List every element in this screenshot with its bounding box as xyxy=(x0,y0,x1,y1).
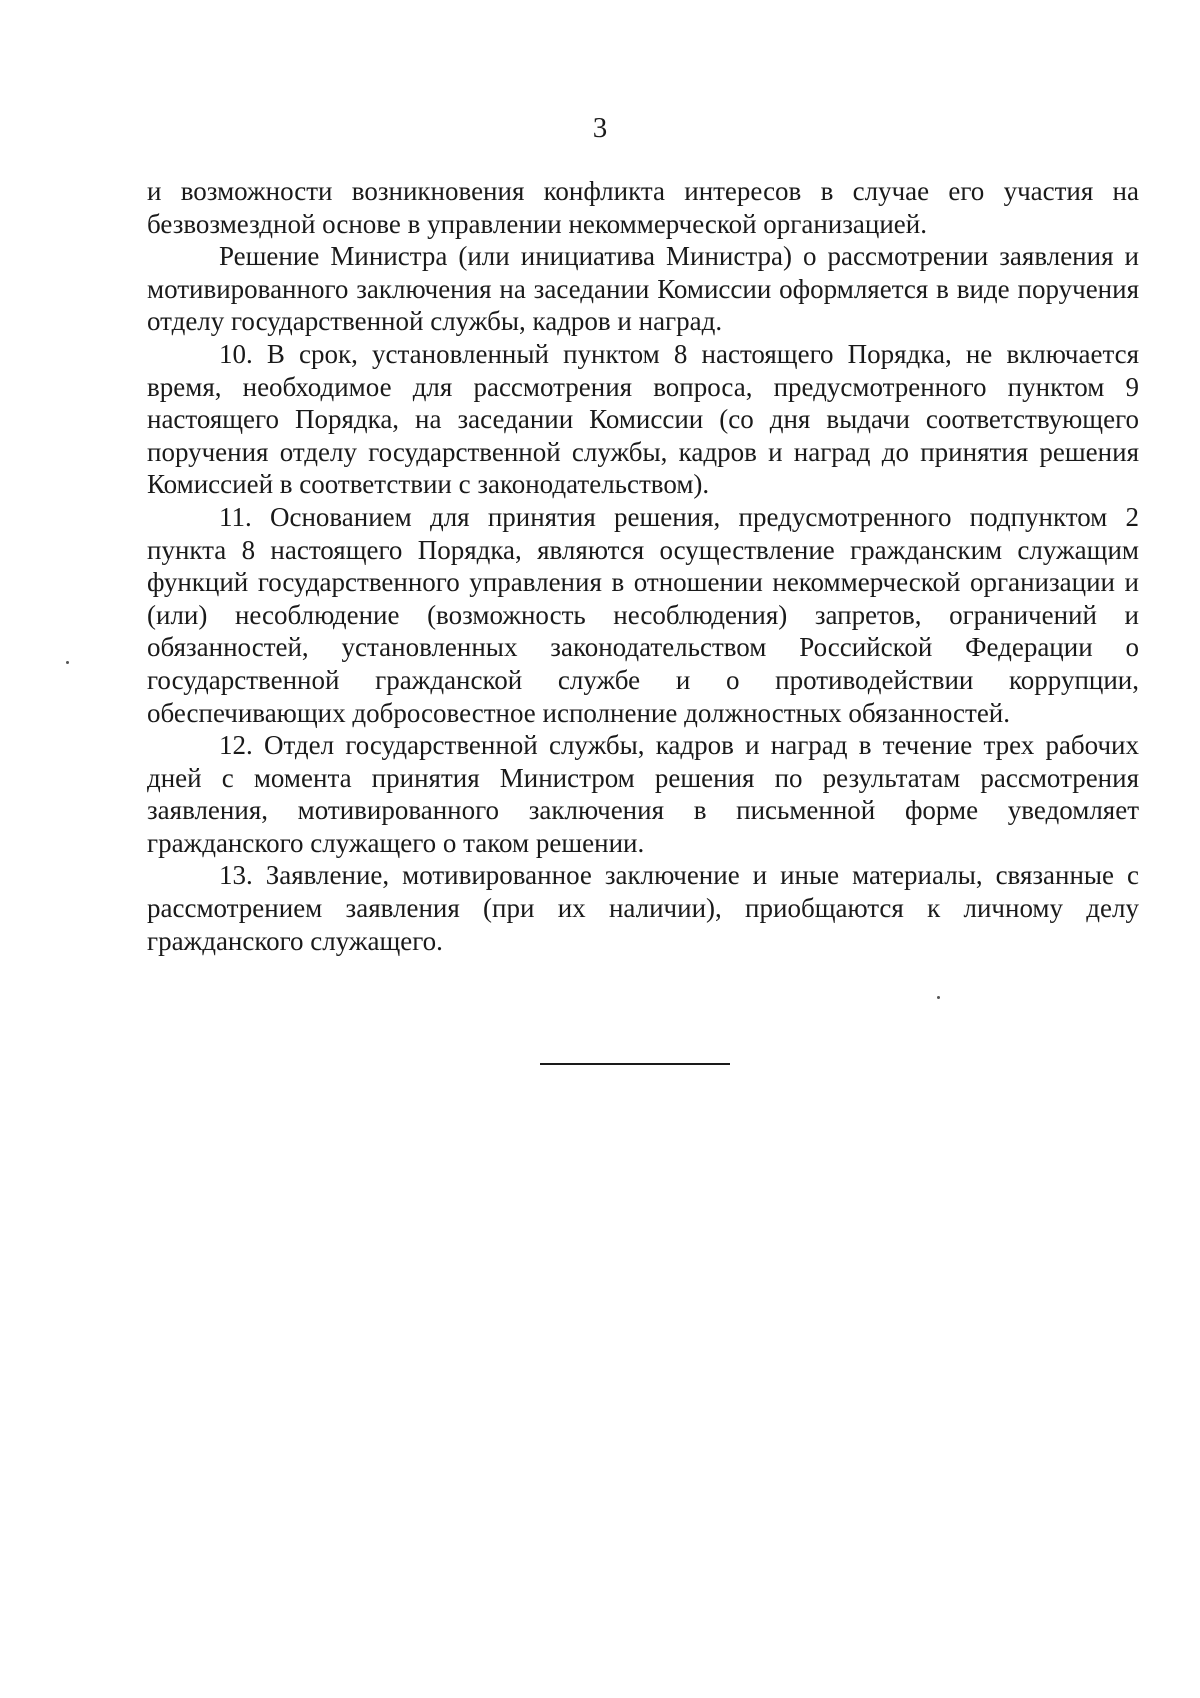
document-body xyxy=(147,175,1139,957)
paragraph-item-11: 11. Основанием для принятия решения, предусмотренного подпунктом 2 пункта 8 настоящего Порядка, являются осуществление гражданским служащим функций государственного управления в отношении некоммерческой организации и (или) несоблюдение (возможность несоблюдения) запретов, ограничений и обязанностей, установленных законодательством Российской Федерации о государственной гражданской службе и о противодействии коррупции, обеспечивающих добросовестное исполнение должностных обязанностей. xyxy=(147,501,1139,728)
end-separator-line xyxy=(540,1063,730,1065)
paragraph-minister-decision: Решение Министра (или инициатива Министра) о рассмотрении заявления и мотивированного заключения на заседании Комиссии оформляется в виде поручения отделу государственной службы, кадров и наград. xyxy=(147,241,1139,337)
paragraph-item-12: 12. Отдел государственной службы, кадров и наград в течение трех рабочих дней с момента принятия Министром решения по результатам рассмотрения заявления, мотивированного заключения в письменной форме уведомляет гражданского служащего о таком решении. xyxy=(147,730,1139,858)
scan-speck xyxy=(66,661,69,664)
paragraph-item-13: 13. Заявление, мотивированное заключение и иные материалы, связанные с рассмотрением заявления (при их наличии), приобщаются к личному делу гражданского служащего. xyxy=(147,860,1139,956)
page-number: 3 xyxy=(592,112,608,144)
paragraph-continuation: и возможности возникновения конфликта интересов в случае его участия на безвозмездной основе в управлении некоммерческой организацией. xyxy=(147,176,1139,239)
scan-speck xyxy=(937,996,940,999)
paragraph-item-10: 10. В срок, установленный пунктом 8 настоящего Порядка, не включается время, необходимое для рассмотрения вопроса, предусмотренного пунктом 9 настоящего Порядка, на заседании Комиссии (со дня выдачи соответствующего поручения отделу государственной службы, кадров и наград до принятия решения Комиссией в соответствии с законодательством). xyxy=(147,338,1139,500)
